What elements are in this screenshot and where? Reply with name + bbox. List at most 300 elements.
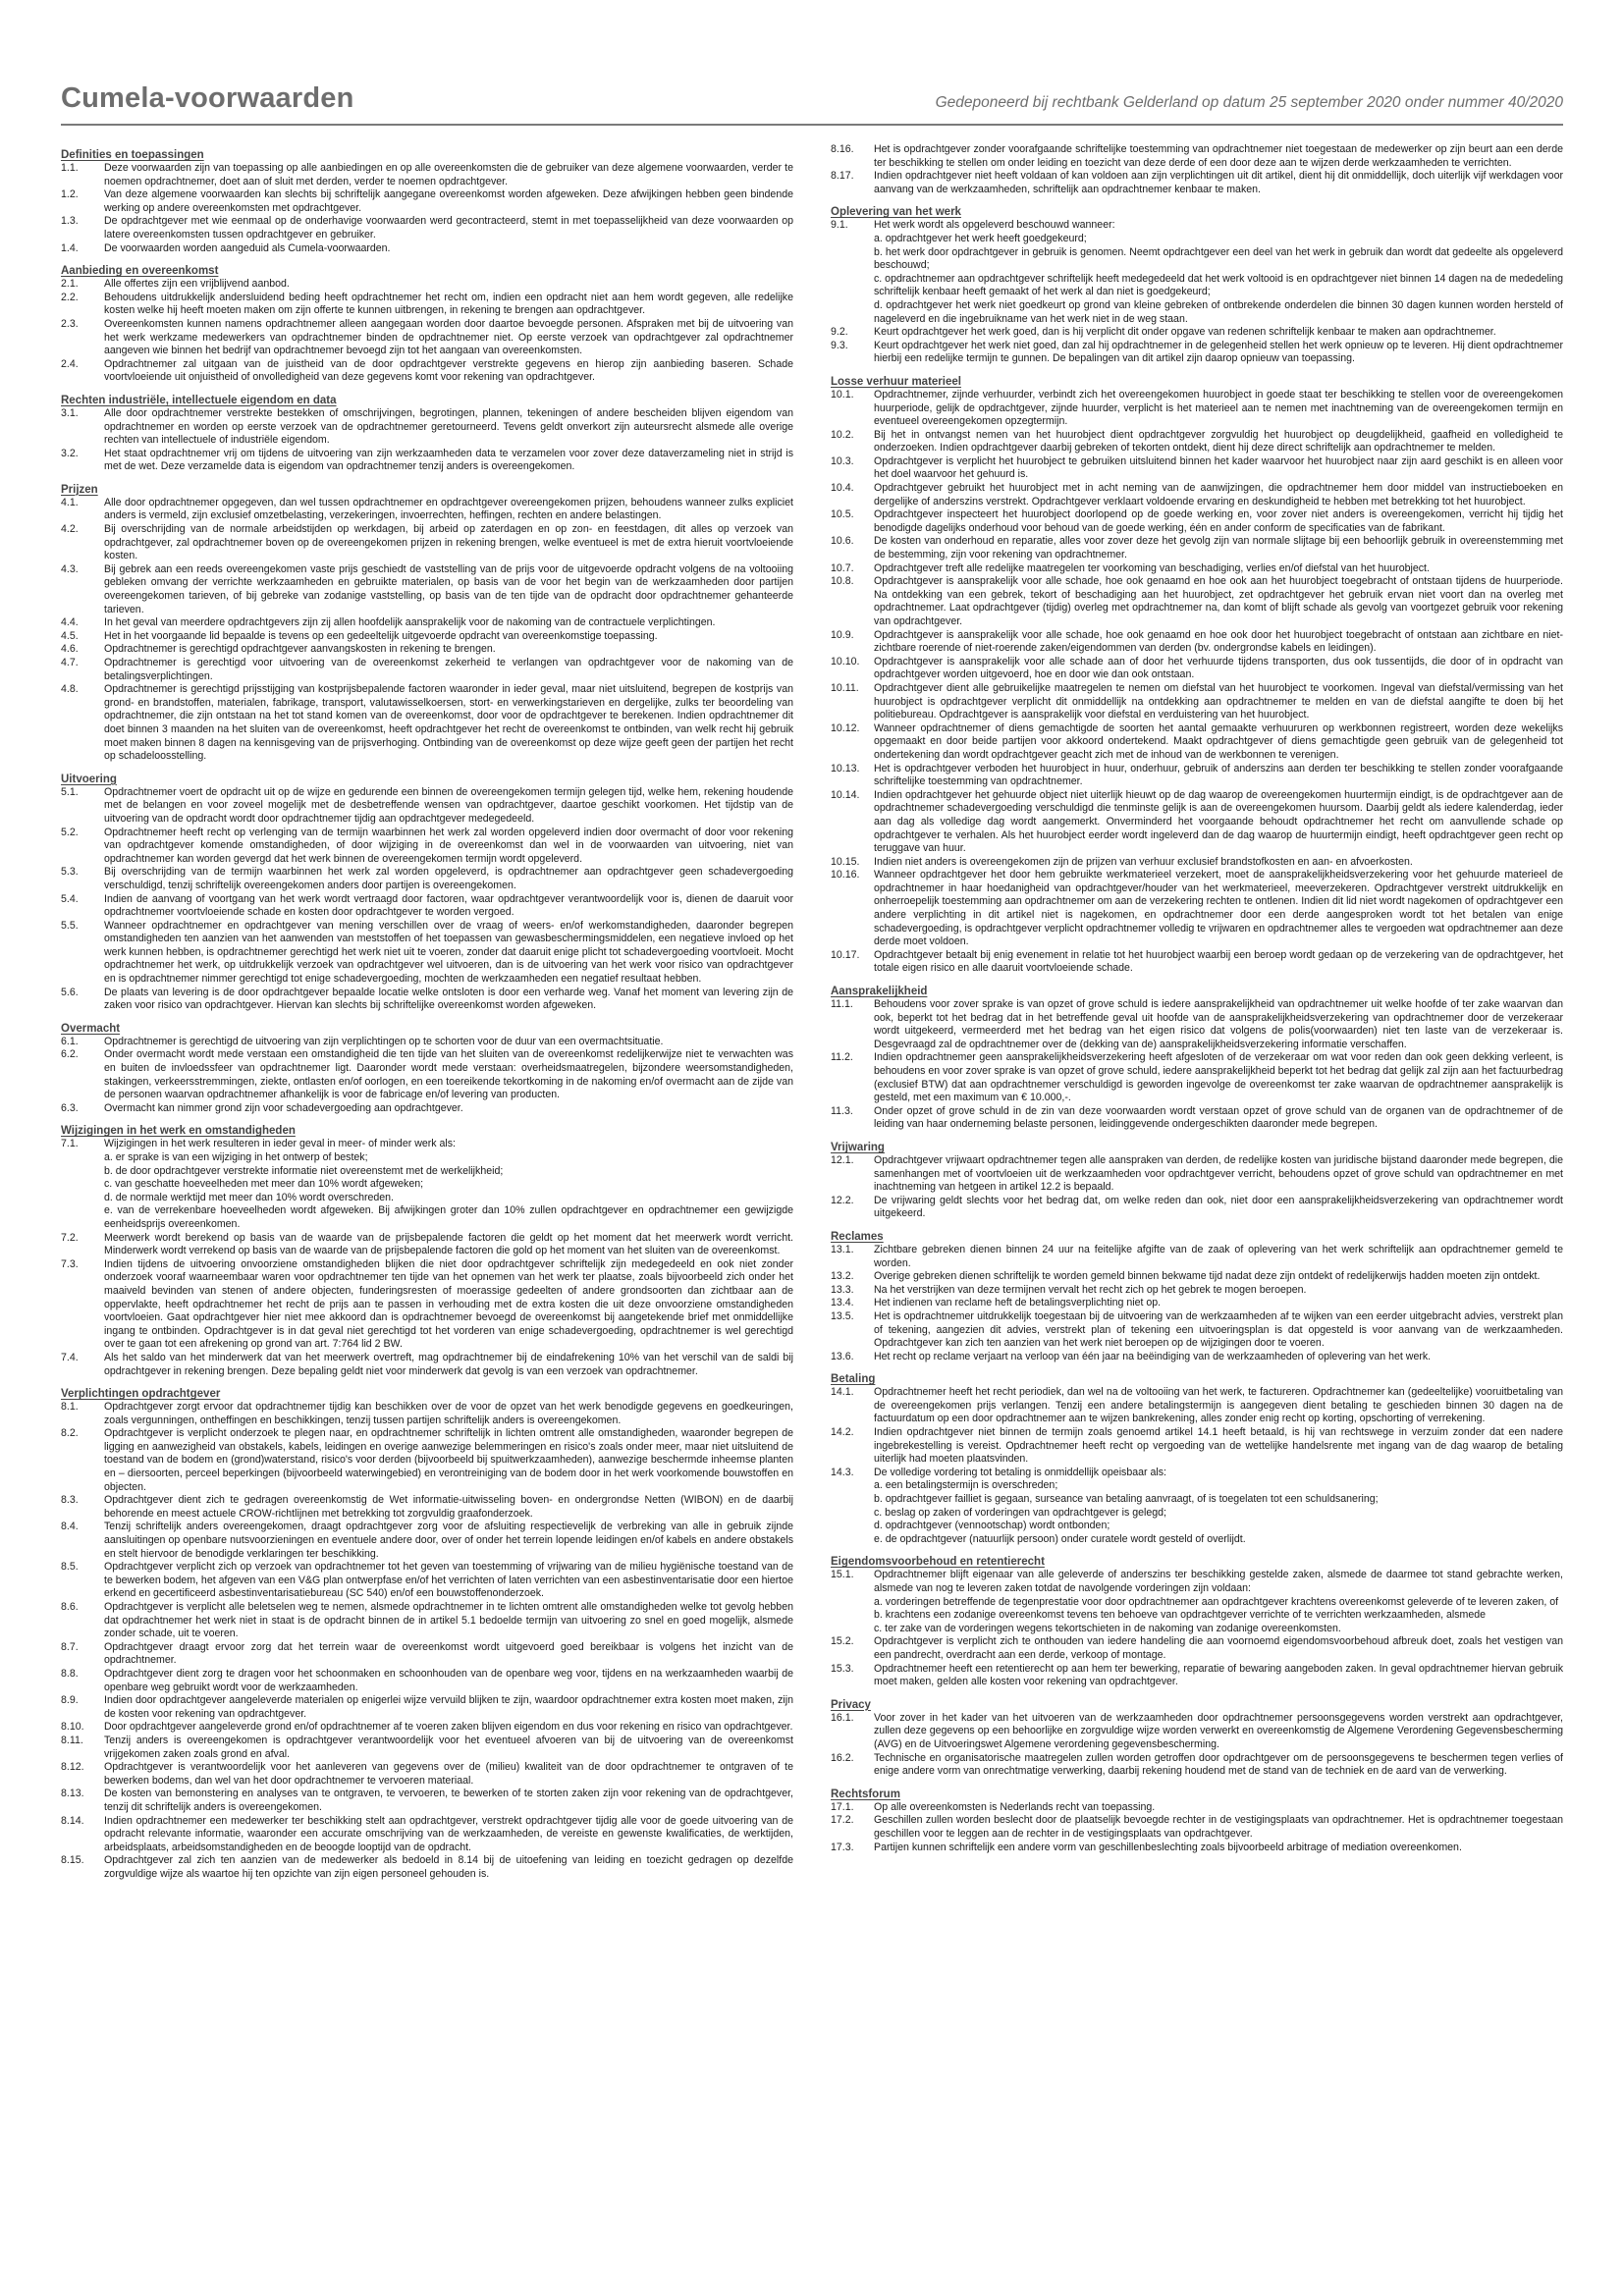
clause-number: 4.6. xyxy=(61,643,79,656)
clause-text: Opdrachtnemer zal uitgaan van de juistheid van de door opdrachtgever verstrekte gegevens en hierop zijn aanbieding baseren. Schade voortvloeiende uit onjuistheid of onvolledigheid van deze gegevens komt voor rekening van opdrachtgever. xyxy=(104,357,793,384)
clause-number: 4.2. xyxy=(61,523,79,536)
clause-number: 5.3. xyxy=(61,866,79,879)
clause-number: 4.4. xyxy=(61,616,79,629)
clause-text-block xyxy=(874,1814,1563,1841)
clause-text: Wanneer opdrachtnemer en opdrachtgever van mening verschillen over de vraag of weers- en/of werkomstandigheden, daaronder begrepen omstandigheden ten aanzien van het aanwenden van meststoffen of het toepassen van gewasbeschermingsmiddelen, een negatieve invloed op het werk kunnen hebben, is opdrachtnemer gerechtigd het werk niet uit te voeren, zonder dat daaruit enige plicht tot schadevergoeding voortvloeit. Mocht opdrachtnemer het werk, op uitdrukkelijk verzoek van opdrachtgever wel uitvoeren, dan is de uitvoering van het werk voor risico van opdrachtgever en is opdrachtnemer nimmer gerechtigd tot enige schadevergoeding, mochten de werkzaamheden een negatief resultaat hebben. xyxy=(104,919,793,986)
clause-text: Opdrachtgever verplicht zich op verzoek van opdrachtnemer tot het geven van toestemming of vrijwaring van de milieu hygiënische toestand van de te bewerken bodem, het afgeven van een V&G plan ontwerpfase en/of het verrichten of laten verrichten van een asbestinventarisatie door een hiertoe erkend en gecertificeerd asbestinventarisatiebureau (SC 540) en/of een bouwstoffenonderzoek. xyxy=(104,1561,793,1600)
clause-number: 7.4. xyxy=(61,1351,79,1363)
clause-text: Opdrachtnemer heeft een retentierecht op aan hem ter bewerking, reparatie of bewaring aangeboden zaken. In geval opdrachtnemer hiervan gebruik moet maken, gelden alle kosten voor rekening van opdrachtgever. xyxy=(874,1662,1563,1688)
clause-text: Onder overmacht wordt mede verstaan een omstandigheid die ten tijde van het sluiten van de overeenkomst redelijkerwijze niet te verwachten was en buiten de invloedssfeer van opdrachtnemer ligt. Daaronder wordt mede verstaan: overheidsmaatregelen, bijzondere weersomstandigheden, stakingen, verkeersstremmingen, ziekte, ontlasten en/of oorlogen, en een toereikende tekortkoming in de nakoming en/of overmacht aan de zijde van de personen waarvan opdrachtnemer afhankelijk is voor de fabricage en/of levering van producten. xyxy=(104,1048,793,1101)
clause-text-block xyxy=(874,1051,1563,1104)
clause-text: Opdrachtnemer heeft recht op verlenging van de termijn waarbinnen het werk zal worden opgeleverd indien door overmacht of door voor rekening van opdrachtgever komende omstandigheden, of door wijziging in de overeenkomst dan wel in de voorwaarden van uitvoering, niet van opdrachtnemer kan worden gevergd dat het werk binnen de overeengekomen termijn wordt opgeleverd. xyxy=(104,826,793,865)
clause-text: Opdrachtgever gebruikt het huurobject met in acht neming van de aanwijzingen, die opdrachtnemer hem door middel van instructieboeken en dergelijke of anderszins verstrekt. Opdrachtgever verklaart voldoende ervaring en deskundigheid te hebben met betrekking tot het huurobject. xyxy=(874,482,1563,507)
clause-text-block xyxy=(874,1801,1563,1815)
clause xyxy=(61,657,793,683)
clause xyxy=(61,786,793,827)
clause-text-block xyxy=(104,630,793,644)
clause xyxy=(831,1426,1563,1467)
clause-text-block xyxy=(104,407,793,448)
clause-text-block xyxy=(874,535,1563,561)
clause xyxy=(61,358,793,385)
clause xyxy=(831,1244,1563,1270)
clause xyxy=(61,242,793,256)
clause-number: 1.4. xyxy=(61,241,79,254)
clause-text: Het werk wordt als opgeleverd beschouwd wanneer: xyxy=(874,219,1115,232)
clause-text-block xyxy=(874,869,1563,949)
clause-text: Behoudens uitdrukkelijk andersluidend beding heeft opdrachtnemer het recht om, indien een opdracht niet aan hem wordt gegeven, alle redelijke kosten welke hij heeft moeten maken om zijn offerte te kunnen uitbrengen, in rekening te brengen aan opdrachtgever. xyxy=(104,291,793,317)
clause-number: 12.1. xyxy=(831,1153,854,1166)
article-section xyxy=(61,149,793,255)
clause-number: 10.5. xyxy=(831,508,854,521)
clause xyxy=(61,162,793,188)
clause-number: 8.2. xyxy=(61,1427,79,1440)
clause xyxy=(61,278,793,292)
clause xyxy=(831,856,1563,870)
clause-number: 11.2. xyxy=(831,1051,853,1064)
clause-text-block xyxy=(874,1270,1563,1284)
clause xyxy=(61,893,793,920)
clause-text: Opdrachtgever is aansprakelijk voor alle schade, hoe ook genaamd en hoe ook aan het huurobject toegebracht of ontstaan tijdens de huurperiode. Na ontdekking van een gebrek, tekort of beschadiging aan het huurobject, zet opdrachtgever het gebruik ervan niet voort dan na overleg met opdrachtnemer. Laat opdrachtgever (tijdig) overleg met opdrachtnemer na, dan komt of blijft schade als gevolg van voortgezet gebruik voor rekening van opdrachtgever. xyxy=(874,575,1563,627)
clause-subitem: e. de opdrachtgever (natuurlijk persoon) onder curatele wordt gesteld of overlijdt. xyxy=(874,1532,1246,1545)
clause-number: 4.8. xyxy=(61,683,79,696)
clause-text: Alle door opdrachtnemer opgegeven, dan wel tussen opdrachtnemer en opdrachtgever overeengekomen prijzen, behoudens wanneer zulks expliciet anders is vermeld, zijn exclusief omzetbelasting, verzekeringen, invoerrechten, heffingen, rechten en andere belastingen. xyxy=(104,496,793,522)
clause-text: Indien opdrachtnemer geen aansprakelijkheidsverzekering heeft afgesloten of de verzekeraar om wat voor reden dan ook geen dekking verleent, is behoudens en voor zover sprake is van opzet of grove schuld, iedere aansprakelijkheid beperkt tot het bedrag dat gelijk zal zijn aan het factuurbedrag (exclusief BTW) dat aan opdrachtnemer verschuldigd is geworden ingevolge de overeenkomst ter zake waarvan de opdrachtnemer aansprakelijk is gesteld, met een maximum van € 10.000,-. xyxy=(874,1051,1563,1104)
clause-text-block xyxy=(104,448,793,474)
clause xyxy=(831,508,1563,535)
section-heading: Uitvoering xyxy=(61,773,117,785)
clause-text-block xyxy=(874,1426,1563,1467)
clause xyxy=(831,389,1563,429)
clause xyxy=(61,987,793,1013)
clause-number: 8.15. xyxy=(61,1854,84,1867)
section-heading: Wijzigingen in het werk en omstandigheden xyxy=(61,1125,296,1138)
clause-text: Behoudens voor zover sprake is van opzet of grove schuld is iedere aansprakelijkheid van opdrachtnemer uit welke hoofde of ter zake waarvan dan ook, beperkt tot het bedrag dat in het betreffende geval uit hoofde van de aansprakelijkheidsverzekering van opdrachtnemer door de verzekeraar wordt uitgekeerd, vermeerderd met het bedrag van het eigen risico dat volgens de polis(voorwaarden) niet ten laste van de verzekeraar is. Desgevraagd zal de opdrachtnemer over de (dekking van de) aansprakelijkheidsverzekering informatie verschaffen. xyxy=(874,998,1563,1050)
right-column xyxy=(831,143,1563,1891)
clause-number: 3.1. xyxy=(61,406,79,419)
clause xyxy=(831,1752,1563,1779)
clause xyxy=(831,482,1563,508)
clause-number: 9.2. xyxy=(831,326,848,339)
clause xyxy=(61,866,793,892)
clause-text-block xyxy=(104,1735,793,1761)
clause-text-block xyxy=(104,497,793,523)
section-heading: Reclames xyxy=(831,1230,884,1243)
clause-text-block xyxy=(104,1815,793,1855)
clause-text: De kosten van onderhoud en reparatie, alles voor zover deze het gevolg zijn van normale slijtage bij een behoorlijk gebruik in overeenstemming met de bestemming, zijn voor rekening van opdrachtnemer. xyxy=(874,535,1563,561)
clause-number: 10.4. xyxy=(831,482,854,495)
clause-text-block xyxy=(104,1352,793,1378)
clause-subitem: a. opdrachtgever het werk heeft goedgekeurd; xyxy=(874,232,1087,244)
section-heading: Aansprakelijkheid xyxy=(831,986,928,998)
clause-number: 4.1. xyxy=(61,496,79,508)
clause-text: Opdrachtgever is aansprakelijk voor alle schade aan of door het verhuurde tijdens transporten, dus ook tussentijds, die door of in opdracht van opdrachtgever worden uitgevoerd, hoe en door wie dan ook ontstaan. xyxy=(874,655,1563,681)
clause-number: 5.1. xyxy=(61,785,79,798)
article-section xyxy=(831,986,1563,1132)
clause-text: Opdrachtgever betaalt bij enig evenement in relatie tot het huurobject waarbij een beroep wordt gedaan op de verzekering van de opdrachtgever, het totale eigen risico en alle daaruit voortvloeiende schade. xyxy=(874,948,1563,975)
clause-number: 10.7. xyxy=(831,561,854,574)
clause-number: 10.11. xyxy=(831,681,859,694)
clause-text: Bij het in ontvangst nemen van het huurobject dient opdrachtgever zorgvuldig het huurobject op deugdelijkheid, gaafheid en volledigheid te onderzoeken. Indien opdrachtgever daarbij gebreken of tekorten ontdekt, dient hij deze direct schriftelijk aan opdrachtnemer te melden. xyxy=(874,428,1563,454)
clause-text: Tenzij schriftelijk anders overeengekomen, draagt opdrachtgever zorg voor de afsluiting respectievelijk de verbreking van alle in gebruik zijnde aansluitingen op openbare nutsvoorzieningen en eventuele andere door, over of onder het terrein lopende leidingen en/of kabels en andere obstakels en stelt hiervoor de benodigde verklaringen ter beschikking. xyxy=(104,1521,793,1560)
clause-text-block xyxy=(874,1842,1563,1855)
section-heading: Betaling xyxy=(831,1373,876,1386)
clause-number: 5.2. xyxy=(61,826,79,838)
article-section xyxy=(61,395,793,474)
clause xyxy=(831,1814,1563,1841)
clause-subitem: b. opdrachtgever failliet is gegaan, surseance van betaling aanvraagt, of is toegelaten tot een schuldsanering; xyxy=(874,1493,1379,1506)
clause-number: 2.2. xyxy=(61,291,79,303)
clause xyxy=(831,562,1563,576)
clause-subitem: d. de normale werktijd met meer dan 10% wordt overschreden. xyxy=(104,1191,395,1203)
clause-text: Overige gebreken dienen schriftelijk te worden gemeld binnen bekwame tijd nadat deze zijn ontdekt of redelijkerwijs hadden moeten zijn ontdekt. xyxy=(874,1270,1541,1283)
clause-number: 10.17. xyxy=(831,948,860,961)
clause-number: 7.1. xyxy=(61,1138,79,1150)
clause-text-block xyxy=(874,629,1563,656)
clause-text: Als het saldo van het minderwerk dat van het meerwerk overtreft, mag opdrachtnemer bij de eindafrekening 10% van het verschil van de saldi bij opdrachtgever in rekening brengen. Deze bepaling geldt niet voor minderwerk dat gevolg is van een verzoek van opdrachtnemer. xyxy=(104,1351,793,1377)
clause-text-block xyxy=(874,1154,1563,1195)
clause-text: Na het verstrijken van deze termijnen vervalt het recht zich op het gebrek te mogen beroepen. xyxy=(874,1283,1307,1296)
clause-number: 10.2. xyxy=(831,428,854,441)
clause-text-block xyxy=(104,1668,793,1694)
clause-number: 2.1. xyxy=(61,278,79,291)
clause xyxy=(61,292,793,318)
clause-number: 4.7. xyxy=(61,657,79,668)
clause xyxy=(61,1048,793,1101)
clause-text: Alle door opdrachtnemer verstrekte bestekken of omschrijvingen, begrotingen, plannen, tekeningen of andere bescheiden blijven eigendom van opdrachtnemer en worden op eerste verzoek van de opdrachtnemer geretourneerd. Tevens geldt onverkort zijn auteursrecht alsmede alle overige rechten van intellectuele of industriële eigendom. xyxy=(104,406,793,447)
clause-text-block xyxy=(104,1048,793,1101)
clause-text: Opdrachtgever dient zorg te dragen voor het schoonmaken en schoonhouden van de openbare weg voor, tijdens en na werkzaamheden waarbij de openbare weg gebruikt wordt voor de werkzaamheden. xyxy=(104,1667,793,1693)
clause-text-block xyxy=(874,1467,1563,1547)
clause xyxy=(61,448,793,474)
clause-text: De kosten van bemonstering en analyses van te ontgraven, te vervoeren, te bewerken of te storten zaken zijn voor rekening van de opdrachtgever, tenzij dit schriftelijk anders is overeengekomen. xyxy=(104,1788,793,1813)
clause-subitem: c. beslag op zaken of vorderingen van opdrachtgever is gelegd; xyxy=(874,1506,1166,1519)
clause xyxy=(831,326,1563,340)
clause-text: Indien opdrachtgever het gehuurde object niet uiterlijk hieuwt op de dag waarop de overeengekomen huurtermijn eindigt, is de opdrachtgever aan de opdrachtnemer schadevergoeding verschuldigd die tenminste gelijk is aan de overeengekomen huursom. Daarbij geldt als iedere kalenderdag, ieder aan dag als volledige dag wordt aangemerkt. Onverminderd het voorgaande behoudt opdrachtnemer het recht om aanvullende schade op opdrachtgever te verhalen. Als het huurobject eerder wordt ingeleverd dan de dag waarop de huurtermijn eindigt, heeft opdrachtgever geen recht op teruggave van huur. xyxy=(874,788,1563,855)
clause xyxy=(831,1635,1563,1662)
clause xyxy=(831,722,1563,763)
clause-text-block xyxy=(104,1761,793,1788)
clause-text: Meerwerk wordt berekend op basis van de waarde van de prijsbepalende factoren die geldt op het moment dat het meerwerk wordt verricht. Minderwerk wordt verrekend op basis van de waarde van de prijsbepalende factoren die gold op het moment van het sluiten van de overeenkomst. xyxy=(104,1231,793,1257)
article-section xyxy=(831,206,1563,366)
clause xyxy=(61,1036,793,1049)
clause xyxy=(61,1815,793,1855)
clause-number: 6.1. xyxy=(61,1035,79,1047)
article-section xyxy=(831,1231,1563,1363)
clause-text: Onder opzet of grove schuld in de zin van deze voorwaarden wordt verstaan opzet of grove schuld van de organen van de opdrachtnemer of de leiding van haar onderneming belaste personen, leidinggevende ondergeschikten daaronder mede begrepen. xyxy=(874,1104,1563,1131)
clause-text-block xyxy=(104,188,793,215)
clause-text-block xyxy=(104,1601,793,1641)
clause-number: 17.1. xyxy=(831,1800,854,1813)
clause-text-block xyxy=(874,1663,1563,1689)
clause xyxy=(831,1801,1563,1815)
clause xyxy=(61,1401,793,1427)
clause-text-block xyxy=(104,523,793,563)
clause-text: Opdrachtgever vrijwaart opdrachtnemer tegen alle aanspraken van derden, de redelijke kosten van juridische bijstand daaronder mede begrepen, die samenhangen met of voortvloeien uit de werkzaamheden voor opdrachtgever verricht, behoudens opzet of grove schuld van opdrachtnemer en met inachtneming van hetgeen in artikel 12.2 is bepaald. xyxy=(874,1153,1563,1194)
clause-text: Indien opdrachtnemer een medewerker ter beschikking stelt aan opdrachtgever, verstrekt opdrachtgever tijdig alle voor de goede uitvoering van de opdracht relevante informatie, waaronder een accurate omschrijving van de werkzaamheden, de vereiste en gewenste kwalificaties, de werktijden, arbeidsplaats, arbeidsomstandigheden en de beoogde looptijd van de opdracht. xyxy=(104,1814,793,1853)
clause-subitem: a. vorderingen betreffende de tegenprestatie voor door opdrachtnemer aan opdrachtgever krachtens overeenkomst geleverde of te leveren zaken, of xyxy=(874,1595,1559,1608)
clause-number: 4.3. xyxy=(61,562,79,575)
clause xyxy=(831,1467,1563,1547)
clause-text-block xyxy=(874,998,1563,1051)
clause xyxy=(831,1663,1563,1689)
clause-text-block xyxy=(104,1561,793,1601)
clause-number: 8.7. xyxy=(61,1640,79,1653)
clause-text-block xyxy=(104,1232,793,1258)
clause-number: 16.1. xyxy=(831,1711,854,1724)
clause xyxy=(831,170,1563,196)
clause xyxy=(831,1386,1563,1426)
clause-text-block xyxy=(874,682,1563,722)
clause xyxy=(831,1105,1563,1132)
clause-text: Het is opdrachtnemer uitdrukkelijk toegestaan bij de uitvoering van de werkzaamheden af te wijken van een eerder uitgebracht advies, verstrekt plan of tekening, aangezien dit advies, verstrekt plan of tekening een uitvoeringsplan is dat opgesteld is voor aanvang van de werkzaamheden. Opdrachtgever kan zich ten aanzien van het werk niet beroepen op de wijzigingen door te voeren. xyxy=(874,1309,1563,1350)
document-title: Cumela-voorwaarden xyxy=(61,82,354,114)
clause-number: 9.1. xyxy=(831,219,848,232)
clause-text: Opdrachtgever is aansprakelijk voor alle schade, hoe ook genaamd en hoe ook door het huurobject toegebracht of ontstaan aan zichtbare en niet-zichtbare roerende of niet-roerende zaken/eigendommen van derden (bv. ondergrondse kabels en leidingen). xyxy=(874,628,1563,655)
article-section xyxy=(831,376,1563,976)
clause-text-block xyxy=(104,866,793,892)
clause-text: Indien tijdens de uitvoering onvoorziene omstandigheden blijken die niet door opdrachtgever schriftelijk zijn medegedeeld en ook niet zonder onderzoek vooraf waarneembaar waren voor opdrachtnemer ten tijde van het opnemen van het werk ter plaatse, zoals bijvoorbeeld zich onder het maaiveld bevinden van stenen of andere objecten, funderingsresten of moerassige gedeelten of andere grondsoorten dan zichtbaar aan de oppervlakte, heeft opdrachtnemer het recht de prijs aan te passen in verhouding met de extra kosten die uit deze onvoorziene omstandigheden voortvloeien. Gaat opdrachtgever hier niet mee akkoord dan is opdrachtnemer bevoegd de overeenkomst bij aangetekende brief met onmiddellijke ingang te ontbinden. Opdrachtgever is in dat geval niet gerechtigd tot het vorderen van enige schadevergoeding, opdrachtnemer is wel gerechtigd over te gaan tot een afrekening op grond van art. 7:764 lid 2 BW. xyxy=(104,1257,793,1351)
clause-subitem: a. een betalingstermijn is overschreden; xyxy=(874,1479,1058,1492)
clause-text: Opdrachtgever dient zich te gedragen overeenkomstig de Wet informatie-uitwisseling boven- en ondergrondse Netten (WIBON) en de daarbij behorende en meest actuele CROW-richtlijnen met betrekking tot zorgvuldig graafonderzoek. xyxy=(104,1494,793,1520)
article-section xyxy=(61,265,793,385)
clause-number: 3.2. xyxy=(61,447,79,459)
clause-number: 8.8. xyxy=(61,1667,79,1680)
clause-text: Opdrachtgever is verplicht het huurobject te gebruiken uitsluitend binnen het kader waarvoor het huurobject naar zijn aard geschikt is en alleen voor het doel waarvoor het gehuurd is. xyxy=(874,454,1563,481)
clause xyxy=(61,1521,793,1561)
clause-text: Opdrachtgever zal zich ten aanzien van de medewerker als bedoeld in 8.14 bij de uitoefening van leiding en toezicht gedragen op dezelfde zorgvuldige wijze als waartoe hij ten opzichte van zijn eigen personeel gehouden is. xyxy=(104,1854,793,1880)
clause-text-block xyxy=(104,1721,793,1735)
clause xyxy=(61,1258,793,1352)
clause-number: 1.1. xyxy=(61,162,79,174)
clause-number: 13.3. xyxy=(831,1283,854,1296)
clause-text: Opdrachtnemer is gerechtigd prijsstijging van kostprijsbepalende factoren waaronder in ieder geval, maar niet uitsluitend, begrepen de kostprijs van grond- en brandstoffen, materialen, fabrikage, transport, valutawisselkoersen, stort- en verwerkingstarieven en dergelijke, zulks ter beoordeling van opdrachtnemer, die zijn ontstaan na het tot stand komen van de overeenkomst, door voor de opdrachtgever te berekenen. Indien opdrachtnemer dit doet binnen 3 maanden na het sluiten van de overeenkomst, heeft opdrachtgever het recht de overeenkomst te ontbinden, van welk recht hij gebruik moet maken binnen 8 dagen na kennisgeving van de prijsverhoging. Ontbinding van de overeenkomst op deze wijze geeft geen der partijen het recht op schadeloosstelling. xyxy=(104,683,793,763)
clause-text-block xyxy=(104,242,793,256)
clause-text: Opdrachtgever draagt ervoor zorg dat het terrein waar de overeenkomst wordt uitgevoerd goed bereikbaar is volgens het inzicht van de opdrachtnemer. xyxy=(104,1640,793,1667)
clause xyxy=(61,1735,793,1761)
clause xyxy=(61,827,793,867)
clause xyxy=(61,1761,793,1788)
clause-number: 8.9. xyxy=(61,1694,79,1707)
clause-text: Opdrachtnemer, zijnde verhuurder, verbindt zich het overeengekomen huurobject in goede staat ter beschikking te stellen voor de overeengekomen huurperiode, gelijk de opdrachtgever, zijnde huurder, verplicht is het materieel aan te nemen met inachtneming van de overeengekomen termijn en eventueel overeengekomen opzegtermijn. xyxy=(874,388,1563,428)
clause-number: 15.1. xyxy=(831,1569,854,1581)
left-column xyxy=(61,143,793,1891)
clause xyxy=(61,215,793,241)
clause-text-block xyxy=(104,786,793,827)
clause-subitem: b. krachtens een zodanige overeenkomst tevens ten behoeve van opdrachtgever verrichte of te verrichten werkzaamheden, alsmede xyxy=(874,1609,1487,1622)
clause-text: Opdrachtnemer is gerechtigd voor uitvoering van de overeenkomst zekerheid te verlangen van opdrachtgever voor de nakoming van de betalingsverplichtingen. xyxy=(104,657,793,682)
article-section xyxy=(831,143,1563,196)
article-section xyxy=(831,1699,1563,1779)
clause xyxy=(61,1788,793,1814)
clause-text-block xyxy=(874,562,1563,576)
clause xyxy=(831,1297,1563,1310)
clause xyxy=(831,535,1563,561)
clause-number: 8.6. xyxy=(61,1601,79,1613)
clause xyxy=(61,1601,793,1641)
clause xyxy=(61,497,793,523)
clause-number: 8.14. xyxy=(61,1814,84,1827)
clause-text-block xyxy=(874,1284,1563,1298)
clause-number: 10.3. xyxy=(831,454,854,467)
clause-number: 13.1. xyxy=(831,1243,854,1255)
section-heading: Oplevering van het werk xyxy=(831,206,961,219)
document-body xyxy=(61,143,1563,1891)
clause-number: 12.2. xyxy=(831,1194,854,1206)
section-heading: Rechtsforum xyxy=(831,1788,900,1800)
clause-text-block xyxy=(104,278,793,292)
clause-text: De vrijwaring geldt slechts voor het bedrag dat, om welke reden dan ook, niet door een aansprakelijkheidsverzekering van opdrachtnemer wordt uitgekeerd. xyxy=(874,1194,1563,1220)
clause-text-block xyxy=(874,656,1563,682)
clause-number: 14.1. xyxy=(831,1386,854,1399)
clause-text-block xyxy=(104,1788,793,1814)
clause xyxy=(831,143,1563,170)
section-heading: Privacy xyxy=(831,1698,871,1711)
clause xyxy=(61,188,793,215)
clause-number: 5.6. xyxy=(61,986,79,998)
clause-text: Opdrachtnemer blijft eigenaar van alle geleverde of anderszins ter beschikking gestelde zaken, alsmede de daarmee tot stand gebrachte werken, alsmede van nog te leveren zaken totdat de navolgende vorderingen zijn voldaan: xyxy=(874,1569,1563,1594)
clause-text: Van deze algemene voorwaarden kan slechts bij schriftelijk aangegane overeenkomst worden afgeweken. Deze afwijkingen hebben geen bindende werking op andere overeenkomsten met opdrachtgever. xyxy=(104,188,793,214)
clause-text-block xyxy=(874,170,1563,196)
clause xyxy=(61,1668,793,1694)
clause-text: Overeenkomsten kunnen namens opdrachtnemer alleen aangegaan worden door daartoe bevoegde personen. Afspraken met bij de uitvoering van het werk werkzame medewerkers van opdrachtnemer binden de opdrachtnemer niet. Op eerste verzoek van opdrachtgever zal opdrachtnemer aangeven wie binnen het bedrijf van opdrachtnemer bevoegd zijn tot het aangaan van overeenkomsten. xyxy=(104,317,793,357)
clause-number: 13.2. xyxy=(831,1270,854,1283)
clause-text-block xyxy=(104,657,793,683)
clause-number: 10.9. xyxy=(831,628,854,641)
clause-text: Opdrachtgever inspecteert het huurobject doorlopend op de goede werking en, voor zover niet anders is overeengekomen, verricht hij tijdig het benodigde dagelijks onderhoud voor behoud van de goede werking, één en ander conform de specificaties van de fabrikant. xyxy=(874,508,1563,534)
clause xyxy=(831,1712,1563,1752)
clause-text-block xyxy=(104,1138,793,1231)
clause-text-block xyxy=(104,215,793,241)
clause-subitem: c. opdrachtnemer aan opdrachtgever schriftelijk heeft medegedeeld dat het werk voltooid is en opdrachtgever niet binnen 14 dagen na de mededeling schriftelijk kenbaar heeft gemaakt of het werk al dan niet is goedgekeurd; xyxy=(874,272,1564,298)
clause-subitem: b. het werk door opdrachtgever in gebruik is genomen. Neemt opdrachtgever een deel van het werk in gebruik dan wordt dat gedeelte als opgeleverd beschouwd; xyxy=(874,245,1563,272)
clause-text-block xyxy=(874,789,1563,856)
clause xyxy=(831,998,1563,1051)
clause-text-block xyxy=(104,358,793,385)
clause xyxy=(831,1051,1563,1104)
clause-number: 8.4. xyxy=(61,1521,79,1533)
article-section xyxy=(61,1023,793,1116)
clause-number: 5.4. xyxy=(61,892,79,905)
clause-text: Opdrachtgever is verplicht zich te onthouden van iedere handeling die aan voornoemd eigendomsvoorbehoud afbreuk doet, zoals het vestigen van een pandrecht, overdracht aan een derde, verkoop of montage. xyxy=(874,1635,1563,1661)
clause-text-block xyxy=(104,616,793,630)
clause-text: Zichtbare gebreken dienen binnen 24 uur na feitelijke afgifte van de zaak of oplevering van het werk schriftelijk aan opdrachtnemer gemeld te worden. xyxy=(874,1243,1563,1269)
clause-subitem: b. de door opdrachtgever verstrekte informatie niet overeenstemt met de werkelijkheid; xyxy=(104,1164,504,1177)
clause xyxy=(831,656,1563,682)
clause-text-block xyxy=(104,292,793,318)
clause-number: 5.5. xyxy=(61,919,79,932)
clause-number: 10.8. xyxy=(831,575,854,588)
clause-text: In het geval van meerdere opdrachtgevers zijn zij allen hoofdelijk aansprakelijk voor de nakoming van de contractuele verplichtingen. xyxy=(104,616,716,629)
clause-text-block xyxy=(104,1521,793,1561)
clause xyxy=(61,318,793,358)
clause-text: Opdrachtgever is verplicht alle beletselen weg te nemen, alsmede opdrachtnemer in te lichten omtrent alle omstandigheden welke tot gevolg hebben dat opdrachtnemer het werk niet in staat is de opdracht binnen de in artikel 5.1 bedoelde termijn van uitvoering zo snel en goed mogelijk, alsmede zonder schade, uit te voeren. xyxy=(104,1601,793,1640)
clause-text-block xyxy=(874,326,1563,340)
clause-number: 2.3. xyxy=(61,317,79,330)
section-heading: Vrijwaring xyxy=(831,1141,885,1153)
clause-text: Opdrachtnemer is gerechtigd de uitvoering van zijn verplichtingen op te schorten voor de duur van een overmachtsituatie. xyxy=(104,1035,664,1047)
clause-text-block xyxy=(104,893,793,920)
clause xyxy=(61,1352,793,1378)
clause xyxy=(831,1842,1563,1855)
clause-subitem: d. opdrachtgever het werk niet goedkeurt op grond van kleine gebreken of ontbrekende onderdelen die binnen 30 dagen kunnen worden hersteld of nageleverd en die ingebruikname van het werk niet in de weg staan. xyxy=(874,298,1563,325)
clause-number: 14.2. xyxy=(831,1426,854,1439)
section-heading: Losse verhuur materieel xyxy=(831,375,961,388)
clause-text-block xyxy=(874,143,1563,170)
clause xyxy=(61,1494,793,1521)
clause-subitem: e. van de verrekenbare hoeveelheden wordt afgeweken. Bij afwijkingen groter dan 10% zullen opdrachtgever en opdrachtnemer een gewijzigde eenheidsprijs overeenkomen. xyxy=(104,1204,793,1230)
clause xyxy=(61,1561,793,1601)
clause-text: Het indienen van reclame heft de betalingsverplichting niet op. xyxy=(874,1297,1162,1309)
clause-text: Door opdrachtgever aangeleverde grond en/of opdrachtnemer af te voeren zaken blijven eigendom en dus voor rekening en risico van opdrachtgever. xyxy=(104,1721,793,1734)
clause-text: Bij overschrijding van de normale arbeidstijden op werkdagen, bij arbeid op zaterdagen en op zon- en feestdagen, dit alles op verzoek van opdrachtgever, zal opdrachtnemer boven op de overeengekomen prijzen in rekening brengen, welke eventueel is met de extra hieruit voortvloeiende kosten. xyxy=(104,523,793,562)
clause-number: 1.2. xyxy=(61,188,79,201)
clause-text-block xyxy=(104,827,793,867)
clause-text: Keurt opdrachtgever het werk niet goed, dan zal hij opdrachtnemer in de gelegenheid stellen het werk opnieuw op te leveren. Hij dient opdrachtnemer hierbij een redelijke termijn te gunnen. De bepalingen van dit artikel zijn daarop opnieuw van toepassing. xyxy=(874,339,1563,365)
article-section xyxy=(831,1789,1563,1854)
clause-text-block xyxy=(104,643,793,657)
clause-number: 14.3. xyxy=(831,1466,854,1478)
section-heading: Overmacht xyxy=(61,1022,121,1035)
clause-text: Tenzij anders is overeengekomen is opdrachtgever verantwoordelijk voor het eventueel afvoeren van bij de uitvoering van de overeenkomst vrijgekomen zaken zoals grond en afval. xyxy=(104,1734,793,1760)
clause xyxy=(831,1284,1563,1298)
clause xyxy=(61,1721,793,1735)
clause-subitem: c. van geschatte hoeveelheden met meer dan 10% wordt afgeweken; xyxy=(104,1178,424,1191)
clause-text-block xyxy=(104,1036,793,1049)
clause xyxy=(831,789,1563,856)
clause-text: De volledige vordering tot betaling is onmiddellijk opeisbaar als: xyxy=(874,1466,1166,1478)
clause-text-block xyxy=(104,563,793,616)
section-heading: Definities en toepassingen xyxy=(61,149,204,161)
clause-number: 10.16. xyxy=(831,869,860,881)
article-section xyxy=(831,1142,1563,1221)
clause-text-block xyxy=(104,987,793,1013)
clause-text-block xyxy=(874,1244,1563,1270)
clause-text-block xyxy=(104,1102,793,1116)
clause xyxy=(61,1694,793,1721)
clause-text: Opdrachtnemer heeft het recht periodiek, dan wel na de voltooiing van het werk, te factureren. Opdrachtnemer kan (gedeeltelijke) vooruitbetaling van de overeengekomen prijs verlangen. Tenzij een andere betalingstermijn is aangegeven dient betaling te geschieden binnen 30 dagen na de factuurdatum op een door opdrachtnemer aan te wijzen bankrekening, alles zonder enig recht op korting, opschorting of verrekening. xyxy=(874,1386,1563,1425)
clause-text: Het is opdrachtgever zonder voorafgaande schriftelijke toestemming van opdrachtnemer niet toegestaan de medewerker op zijn beurt aan een derde ter beschikking te stellen om onder leiding en toezicht van deze derde of een door deze aan te wijzen derde werkzaamheden te verrichten. xyxy=(874,143,1563,169)
clause-text: Opdrachtgever is verplicht onderzoek te plegen naar, en opdrachtnemer schriftelijk in lichten omtrent alle omstandigheden, waaronder begrepen de ligging en aanwezigheid van obstakels, kabels, leidingen en overige aanwezige belemmeringen en risico's zoals onder meer, maar niet uitsluitend de toestand van de bodem en (grond)waterstand, risico's voor derden (bijvoorbeeld bij spuitwerkzaamheden), aanwezige beschermde inheemse planten en – diersoorten, perceel beperkingen (bijvoorbeeld waterwingebied) en verontreiniging van de bodem door in het werk voorkomende bouwstoffen en objecten. xyxy=(104,1427,793,1493)
clause-text-block xyxy=(104,162,793,188)
clause-number: 11.1. xyxy=(831,998,853,1011)
clause-text: Alle offertes zijn een vrijblijvend aanbod. xyxy=(104,278,290,291)
clause-text-block xyxy=(104,1401,793,1427)
clause-number: 10.14. xyxy=(831,788,860,801)
clause-text-block xyxy=(874,1635,1563,1662)
clause xyxy=(831,340,1563,366)
clause-text-block xyxy=(874,1712,1563,1752)
clause-number: 6.3. xyxy=(61,1101,79,1114)
clause xyxy=(61,1854,793,1881)
clause xyxy=(61,630,793,644)
clause xyxy=(61,563,793,616)
clause xyxy=(61,1138,793,1231)
clause xyxy=(831,1569,1563,1635)
clause-text: De plaats van levering is de door opdrachtgever bepaalde locatie welke ontsloten is door een verharde weg. Vanaf het moment van levering zijn de zaken voor risico van opdrachtgever. Hiervan kan slechts bij schriftelijke overeenkomst worden afgeweken. xyxy=(104,986,793,1012)
article-section xyxy=(61,774,793,1013)
section-heading: Verplichtingen opdrachtgever xyxy=(61,1388,221,1401)
clause xyxy=(831,1310,1563,1351)
clause-text-block xyxy=(874,949,1563,976)
article-section xyxy=(61,1388,793,1881)
clause-text-block xyxy=(874,1569,1563,1635)
clause xyxy=(831,429,1563,455)
clause-number: 9.3. xyxy=(831,339,848,351)
clause xyxy=(831,575,1563,628)
clause-number: 8.16. xyxy=(831,143,854,155)
clause-text-block xyxy=(874,1386,1563,1426)
clause-text: Wijzigingen in het werk resulteren in ieder geval in meer- of minder werk als: xyxy=(104,1138,456,1150)
